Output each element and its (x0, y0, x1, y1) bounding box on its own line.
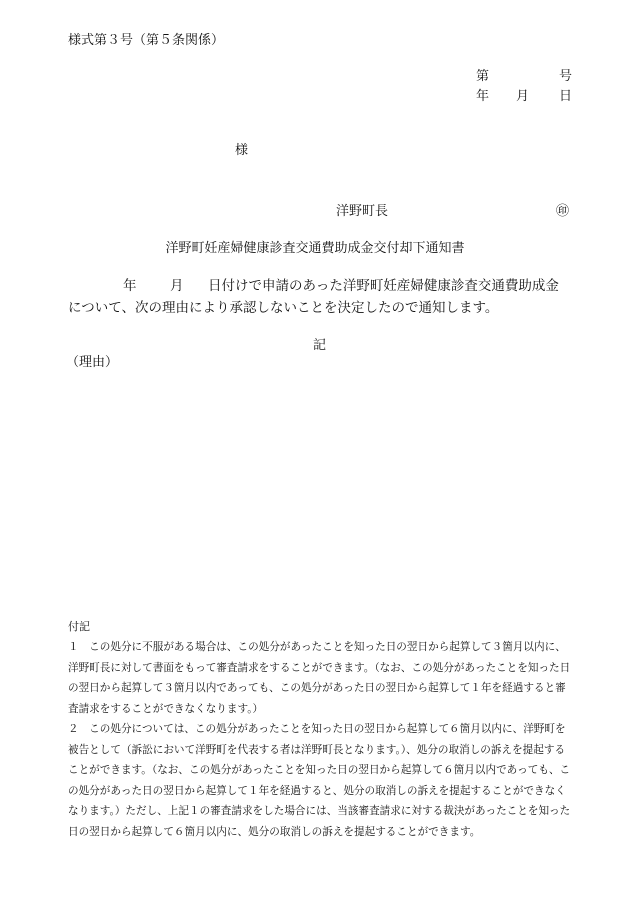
body-month: 月 (170, 278, 184, 294)
document-title: 洋野町妊産婦健康診査交通費助成金交付却下通知書 (165, 241, 465, 256)
reason-label: （理由） (66, 355, 119, 370)
seal-mark: ㊞ (556, 204, 570, 219)
body-line2: について、次の理由により承認しないことを決定したので通知します。 (68, 300, 499, 316)
date-year: 年 (476, 89, 490, 104)
notes-line: なります。）ただし、上記１の審査請求をした場合には、当該審査請求に対する裁決があったことを知った (68, 805, 571, 817)
notes-line: の翌日から起算して３箇月以内であっても、この処分があった日の翌日から起算して１年を経過すると審 (68, 682, 566, 694)
notes-line: １ この処分に不服がある場合は、この処分があったことを知った日の翌日から起算して３箇月以内に、 (68, 641, 566, 653)
notes-line: の処分があった日の翌日から起算して１年を経過すると、処分の取消しの訴えを提起することができなく (68, 784, 566, 797)
date-day: 日 (559, 89, 573, 104)
date-month: 月 (516, 89, 530, 104)
body-year: 年 (123, 278, 137, 294)
notes-line: 日の翌日から起算して６箇月以内に、処分の取消しの訴えを提起することができます。 (68, 825, 481, 838)
notes-line: ことができます。（なお、この処分があったことを知った日の翌日から起算して６箇月以内であっても、こ (68, 764, 571, 776)
notes-line: 被告として（訴訟において洋野町を代表する者は洋野町長となります。）、処分の取消しの訴えを提起する (68, 743, 566, 756)
notes-block (68, 637, 580, 842)
form-number: 様式第３号（第５条関係） (68, 33, 225, 48)
body-line1: 日付けで申請のあった洋野町妊産婦健康診査交通費助成金 (208, 278, 559, 294)
issuer-title: 洋野町長 (336, 204, 389, 219)
notes-line: 洋野町長に対して書面をもって審査請求をすることができます。（なお、この処分があったことを知った日 (68, 661, 571, 674)
doc-number-prefix: 第 (476, 69, 490, 84)
ki-heading: 記 (313, 338, 327, 353)
notes-line: ２ この処分については、この処分があったことを知った日の翌日から起算して６箇月以内に、洋野町を (68, 723, 566, 735)
notes-heading: 付記 (68, 620, 90, 633)
notes-line: 査請求をすることができなくなります。） (68, 702, 264, 715)
doc-number-suffix: 号 (559, 69, 573, 84)
addressee-suffix: 様 (235, 143, 249, 158)
